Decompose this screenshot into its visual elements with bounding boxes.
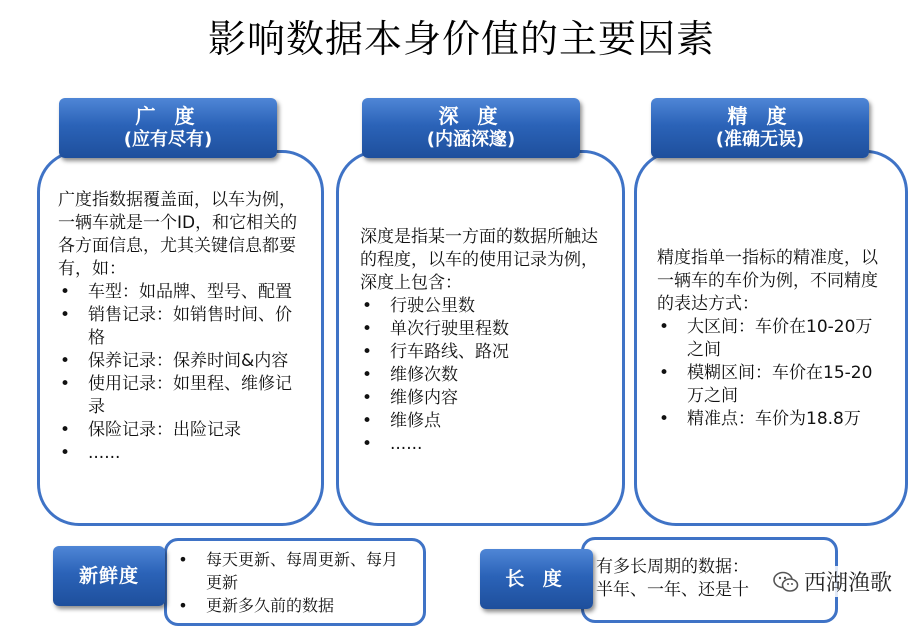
list-item: • 行车路线、路况 — [390, 341, 600, 364]
depth-list — [360, 295, 600, 456]
freshness-list — [176, 548, 412, 617]
precision-header-subtitle: (准确无误) — [715, 129, 805, 150]
freshness-header — [53, 546, 165, 606]
list-item: • 行驶公里数 — [390, 295, 600, 318]
breadth-header-title: 广 度 — [135, 104, 201, 128]
list-item: • 维修点 — [390, 410, 600, 433]
depth-header — [362, 98, 580, 158]
freshness-header-title: 新鲜度 — [78, 565, 139, 587]
list-item: • 维修内容 — [390, 387, 600, 410]
precision-list — [657, 316, 885, 431]
breadth-header-subtitle: (应有尽有) — [123, 129, 213, 150]
precision-text — [657, 247, 885, 431]
length-header — [480, 549, 593, 609]
wechat-icon — [772, 570, 800, 594]
list-item: • 模糊区间：车价在15-20万之间 — [687, 362, 885, 408]
freshness-text — [176, 548, 412, 617]
precision-header-title: 精 度 — [727, 104, 793, 128]
list-item: • ...... — [88, 442, 304, 465]
breadth-list — [58, 281, 304, 465]
list-item: • 销售记录：如销售时间、价格 — [88, 304, 304, 350]
breadth-text — [58, 189, 304, 465]
precision-header — [651, 98, 869, 158]
list-item: • 大区间：车价在10-20万之间 — [687, 316, 885, 362]
list-item: • 保险记录：出险记录 — [88, 419, 304, 442]
precision-intro: 精度指单一指标的精准度，以一辆车的车价为例，不同精度的表达方式： — [657, 248, 878, 314]
depth-intro: 深度是指某一方面的数据所触达的程度，以车的使用记录为例，深度上包含： — [360, 227, 598, 293]
list-item: • 维修次数 — [390, 364, 600, 387]
depth-header-title: 深 度 — [438, 104, 504, 128]
page-title: 影响数据本身价值的主要因素 — [207, 17, 715, 61]
list-item: • 使用记录：如里程、维修记录 — [88, 373, 304, 419]
list-item: • 每天更新、每周更新、每月更新 — [206, 548, 412, 594]
length-line1: 有多长周期的数据： — [596, 557, 749, 577]
breadth-header — [59, 98, 277, 158]
length-header-title: 长 度 — [505, 568, 568, 590]
list-item: • 精准点：车价为18.8万 — [687, 408, 885, 431]
depth-header-subtitle: (内涵深邃) — [426, 129, 516, 150]
length-text — [596, 556, 786, 602]
watermark-text: 西湖渔歌 — [804, 571, 893, 596]
list-item: • 更新多久前的数据 — [206, 594, 412, 617]
list-item: • ...... — [390, 433, 600, 456]
list-item: • 车型：如品牌、型号、配置 — [88, 281, 304, 304]
depth-text — [360, 226, 600, 456]
length-line2: 半年、一年、还是十 — [596, 580, 749, 600]
breadth-intro: 广度指数据覆盖面，以车为例，一辆车就是一个ID，和它相关的各方面信息，尤其关键信息都要有，如： — [58, 190, 298, 279]
watermark — [768, 566, 896, 597]
list-item: • 单次行驶里程数 — [390, 318, 600, 341]
list-item: • 保养记录：保养时间&内容 — [88, 350, 304, 373]
